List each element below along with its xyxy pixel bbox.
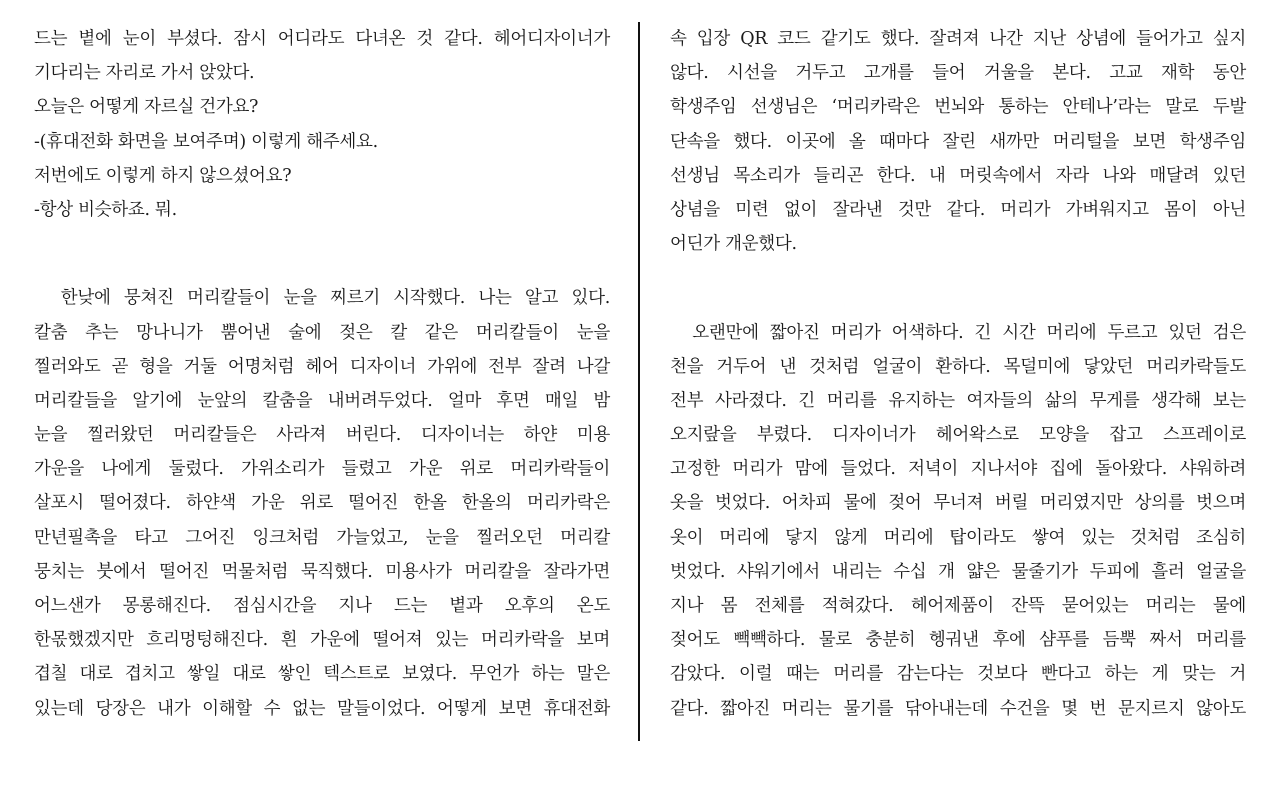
text-line: 겹칠 대로 겹치고 쌓일 대로 쌓인 텍스트로 보였다. 무언가 하는 말은 bbox=[34, 664, 610, 685]
text-line: 저번에도 이렇게 하지 않으셨어요? bbox=[34, 165, 292, 186]
text-line: -(휴대전화 화면을 보여주며) 이렇게 해주세요. bbox=[34, 131, 378, 152]
paragraph-gap bbox=[670, 261, 1246, 295]
text-line: 전부 사라졌다. 긴 머리를 유지하는 여자들의 삶의 무게를 생각해 보는 bbox=[670, 390, 1246, 411]
page-divider bbox=[638, 22, 640, 741]
text-line: 어딘가 개운했다. bbox=[670, 234, 797, 255]
text-line: 않다. 시선을 거두고 고개를 들어 거울을 본다. 고교 재학 동안 bbox=[670, 63, 1246, 84]
text-line: 학생주임 선생님은 ‘머리카락은 번뇌와 통하는 안테나’라는 말로 두발 bbox=[670, 97, 1246, 118]
paragraph-gap bbox=[670, 296, 1246, 316]
text-line: 옷이 머리에 닿지 않게 머리에 탑이라도 쌓여 있는 것처럼 조심히 bbox=[670, 527, 1246, 548]
text-line: 고정한 머리가 맘에 들었다. 저녁이 지나서야 집에 돌아왔다. 샤워하려 bbox=[670, 459, 1246, 480]
paragraph bbox=[670, 22, 1246, 261]
text-line: 속 입장 QR 코드 같기도 했다. 잘려져 나간 지난 상념에 들어가고 싶지 bbox=[670, 29, 1246, 49]
text-line: 만년필촉을 타고 그어진 잉크처럼 가늘었고, 눈을 찔러오던 머리칼 bbox=[34, 527, 610, 548]
text-line: 있는데 당장은 내가 이해할 수 없는 말들이었다. 어떻게 보면 휴대전화 bbox=[34, 698, 610, 719]
text-line: 살포시 떨어졌다. 하얀색 가운 위로 떨어진 한올 한올의 머리카락은 bbox=[34, 493, 610, 514]
text-line: 상념을 미련 없이 잘라낸 것만 같다. 머리가 가벼워지고 몸이 아닌 bbox=[670, 199, 1246, 220]
text-line: 젖어도 빽빽하다. 물로 충분히 헹궈낸 후에 샴푸를 듬뿍 짜서 머리를 bbox=[670, 630, 1246, 651]
text-line: 한낮에 뭉쳐진 머리칼들이 눈을 찌르기 시작했다. 나는 알고 있다. bbox=[34, 288, 610, 309]
text-line: 옷을 벗었다. 어차피 물에 젖어 무너져 버릴 머리였지만 상의를 벗으며 bbox=[670, 493, 1246, 514]
text-line: 선생님 목소리가 들리곤 한다. 내 머릿속에서 자라 나와 매달려 있던 bbox=[670, 165, 1246, 186]
text-line: 눈을 찔러왔던 머리칼들은 사라져 버린다. 디자이너는 하얀 미용 bbox=[34, 425, 610, 446]
right-page bbox=[670, 22, 1246, 726]
text-line: 천을 거두어 낸 것처럼 얼굴이 환하다. 목덜미에 닿았던 머리카락들도 bbox=[670, 356, 1246, 377]
text-line: 지나 몸 전체를 적혀갔다. 헤어제품이 잔뜩 묻어있는 머리는 물에 bbox=[670, 596, 1246, 616]
dialogue-block bbox=[34, 22, 610, 227]
text-line: 오늘은 어떻게 자르실 건가요? bbox=[34, 97, 259, 118]
text-line: 어느샌가 몽롱해진다. 점심시간을 지나 드는 볕과 오후의 온도 bbox=[34, 596, 610, 616]
text-line: 드는 볕에 눈이 부셨다. 잠시 어디라도 다녀온 것 같다. 헤어디자이너가 bbox=[34, 29, 610, 49]
text-line: 기다리는 자리로 가서 앉았다. bbox=[34, 63, 255, 84]
paragraph bbox=[34, 281, 610, 725]
paragraph-gap bbox=[34, 261, 610, 281]
text-line: 오지랖을 부렸다. 디자이너가 헤어왁스로 모양을 잡고 스프레이로 bbox=[670, 425, 1246, 446]
text-line: 머리칼들을 알기에 눈앞의 칼춤을 내버려두었다. 얼마 후면 매일 밤 bbox=[34, 390, 610, 411]
text-line: 같다. 짧아진 머리는 물기를 닦아내는데 수건을 몇 번 문지르지 않아도 bbox=[670, 698, 1246, 719]
paragraph bbox=[670, 316, 1246, 726]
text-line: 뭉치는 붓에서 떨어진 먹물처럼 묵직했다. 미용사가 머리칼을 잘라가면 bbox=[34, 561, 610, 582]
text-line: 오랜만에 짧아진 머리가 어색하다. 긴 시간 머리에 두르고 있던 검은 bbox=[670, 322, 1246, 343]
text-line: 칼춤 추는 망나니가 뿜어낸 술에 젖은 칼 같은 머리칼들이 눈을 bbox=[34, 322, 610, 343]
text-line: 찔러와도 곧 형을 거둘 어명처럼 헤어 디자이너 가위에 전부 잘려 나갈 bbox=[34, 356, 610, 377]
text-line: 한몫했겠지만 흐리멍텅해진다. 흰 가운에 떨어져 있는 머리카락을 보며 bbox=[34, 630, 610, 651]
left-page bbox=[34, 22, 610, 726]
text-line: 벗었다. 샤워기에서 내리는 수십 개 얇은 물줄기가 두피에 흘러 얼굴을 bbox=[670, 561, 1246, 582]
text-line: 감았다. 이럴 때는 머리를 감는다는 것보다 빤다고 하는 게 맞는 거 bbox=[670, 664, 1246, 685]
text-line: -항상 비슷하죠. 뭐. bbox=[34, 199, 177, 220]
paragraph-gap bbox=[34, 227, 610, 261]
text-line: 단속을 했다. 이곳에 올 때마다 잘린 새까만 머리털을 보면 학생주임 bbox=[670, 131, 1246, 152]
text-line: 가운을 나에게 둘렀다. 가위소리가 들렸고 가운 위로 머리카락들이 bbox=[34, 459, 610, 480]
